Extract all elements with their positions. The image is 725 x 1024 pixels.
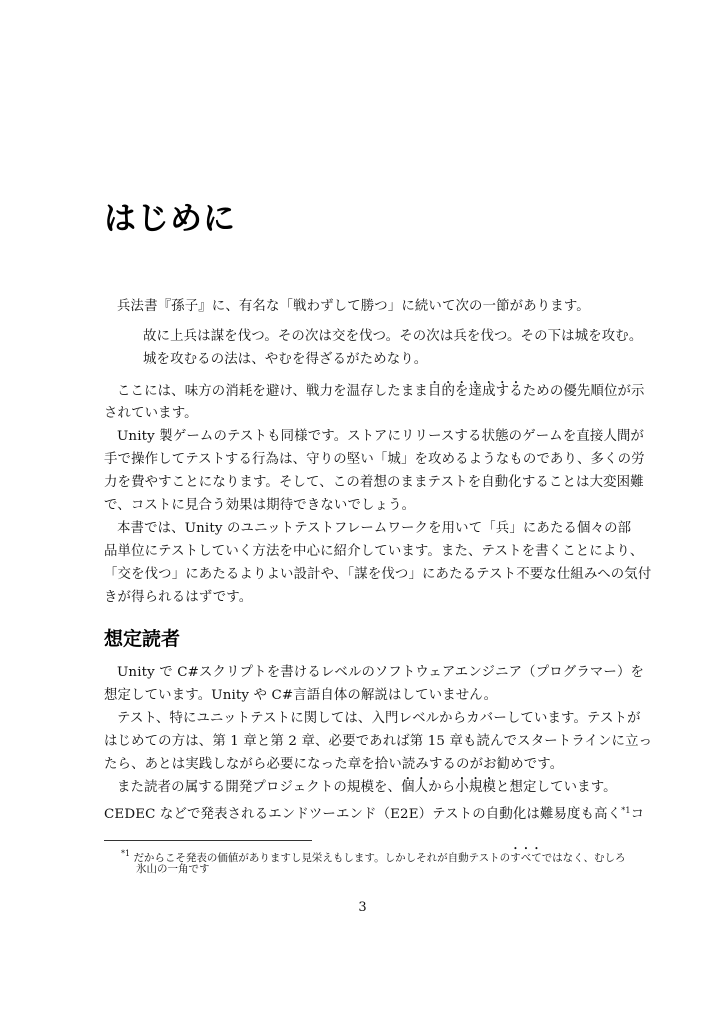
emphasis-char: す (510, 852, 521, 864)
text: と想定しています。 (495, 780, 617, 795)
quote-line-2: 城を攻むるの法は、やむを得ざるがためなり。 (143, 352, 428, 367)
page-number: 3 (358, 900, 367, 915)
paragraph-line: Unity 製ゲームのテストも同様です。ストアにリリースする状態のゲームを直接人間が (117, 429, 645, 444)
paragraph-line: で、コストに見合う効果は期待できないでしょう。 (104, 498, 416, 513)
text: ではなく、むしろ (541, 852, 626, 864)
text: ための優先順位が示 (522, 384, 645, 399)
text: コ (630, 807, 645, 822)
emphasis-char: べ (520, 852, 532, 864)
emphasis-char: 規 (468, 780, 483, 795)
emphasis-char: 目 (427, 384, 442, 399)
text: から (428, 780, 456, 795)
text: ここには、味方の消耗を避け、戦力を温存したまま (117, 384, 428, 399)
section-title: 想定読者 (104, 628, 181, 650)
emphasis-char: る (509, 384, 523, 399)
paragraph-line: はじめての方は、第 1 章と第 2 章、必要であれば第 15 章も読んでスタートラインに立っ (104, 734, 653, 749)
paragraph-line: 力を費やすことになります。そして、この着想のままテストを自動化することは大変困難 (104, 475, 644, 490)
footnote-line: 氷山の一角です (136, 863, 210, 875)
paragraph-line: されています。 (104, 406, 198, 421)
footnote-mark: *1 (121, 849, 131, 858)
emphasis-char: を (455, 384, 469, 399)
paragraph-line: 「交を伐つ」にあたるよりよい設計や、「謀を伐つ」にあたるテスト不要な仕組みへの気付 (104, 567, 652, 582)
emphasis-char: 達 (468, 384, 483, 399)
emphasis-char: 的 (441, 384, 455, 399)
paragraph-line: きが得られるはずです。 (104, 590, 253, 605)
emphasis-char: 成 (482, 384, 496, 399)
text: だからこそ発表の価値がありますし見栄えもします。しかしそれが自動テストの (133, 852, 511, 864)
paragraph-line: 本書では、Unity のユニットテストフレームワークを用いて「兵」にあたる個々の部 (117, 521, 632, 536)
paragraph-line: 手で操作してテストする行為は、守りの堅い「城」を攻めるようなものであり、多くの労 (104, 452, 645, 467)
footnote-divider (104, 840, 312, 841)
text: また読者の属する開発プロジェクトの規模を、 (117, 780, 402, 795)
paragraph-line: たら、あとは実践しながら必要になった章を拾い読みするのがお勧めです。 (104, 757, 564, 772)
footnote-reference[interactable]: *1 (621, 806, 631, 815)
emphasis-char: す (495, 384, 510, 399)
emphasis-char: 模 (482, 780, 496, 795)
paragraph-line: 想定しています。Unity や C#言語自体の解説はしていません。 (104, 688, 498, 703)
emphasis-char: 個 (401, 780, 415, 795)
paragraph-line (117, 383, 645, 401)
paragraph-line (117, 779, 637, 797)
paragraph-line: 品単位にテストしていく方法を中心に紹介しています。また、テストを書くことにより、 (104, 544, 644, 559)
chapter-title: はじめに (104, 199, 237, 237)
emphasis-char: て (531, 852, 542, 864)
paragraph-line (104, 802, 645, 824)
paragraph-line: Unity で C#スクリプトを書けるレベルのソフトウェアエンジニア（プログラマー）を (117, 665, 645, 680)
quote-line-1: 故に上兵は謀を伐つ。その次は交を伐つ。その次は兵を伐つ。その下は城を攻む。 (143, 329, 643, 344)
emphasis-char: 小 (455, 780, 469, 795)
text: CEDEC などで発表されるエンドツーエンド（E2E）テストの自動化は難易度も高く (104, 807, 622, 822)
emphasis-char: 人 (414, 780, 429, 795)
intro-line: 兵法書『孫子』に、有名な「戦わずして勝つ」に続いて次の一節があります。 (117, 299, 590, 314)
paragraph-line: テスト、特にユニットテストに関しては、入門レベルからカバーしています。テストが (117, 711, 641, 726)
